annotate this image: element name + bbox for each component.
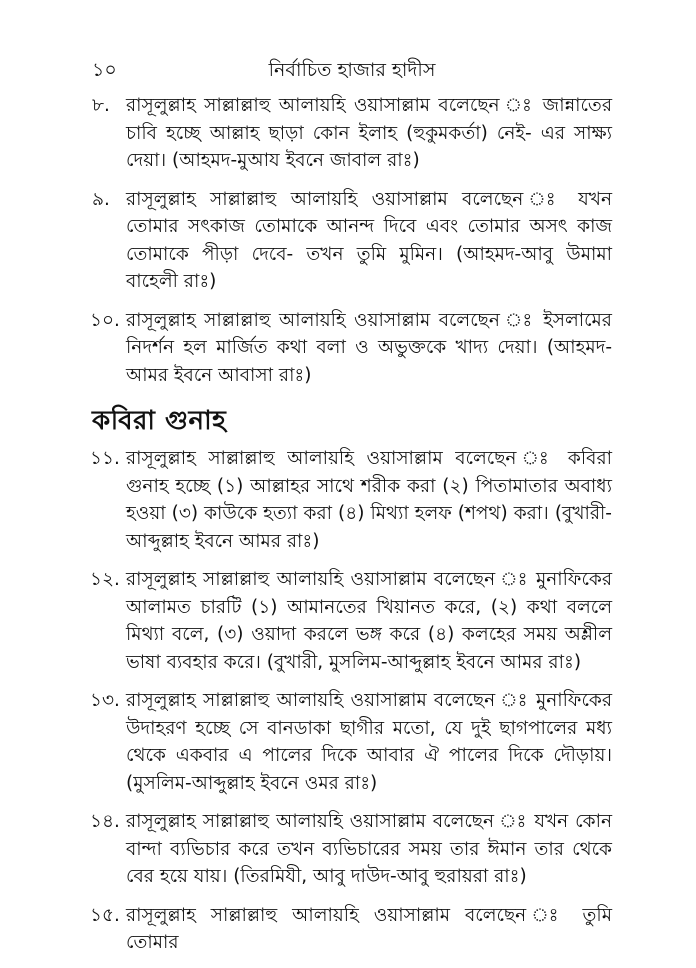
hadith-number: ১৪.	[90, 811, 120, 832]
hadith-text: রাসূলুল্লাহ সাল্লাল্লাহু আলায়হি ওয়াসাল্লাম বলেছেন ঃ যখন তোমার সৎকাজ তোমাকে আনন্দ দিবে এবং তোমার অসৎ কাজ তোমাকে পীড়া দেবে- তখন তুমি মুমিন।	[126, 188, 612, 265]
running-title: নির্বাচিত হাজার হাদীস	[268, 59, 436, 81]
hadith-reference: (আহমদ-আবু উমামা বাহেলী রাঃ)	[126, 243, 612, 292]
hadith-reference: (বুখারী, মুসলিম-আব্দুল্লাহ ইবনে আমর রাঃ)	[266, 651, 582, 673]
hadith-text: রাসূলুল্লাহ সাল্লাল্লাহু আলায়হি ওয়াসাল্লাম বলেছেন ঃ যখন কোন বান্দা ব্যভিচার করে তখন ব্যভিচারের সময় তার ঈমান তার থেকে বের হয়ে যায়।	[126, 811, 612, 887]
hadith-number: ১০.	[90, 309, 120, 331]
hadith-reference: (আহমদ-মুআয ইবনে জাবাল রাঃ)	[172, 150, 420, 171]
page-number: ১০	[92, 59, 117, 81]
hadith-reference: (তিরমিযী, আবু দাউদ-আবু হুরায়রা রাঃ)	[233, 866, 527, 887]
hadith-text: রাসূলুল্লাহ সাল্লাল্লাহু আলায়হি ওয়াসাল্লাম বলেছেন ঃ তুমি তোমার	[126, 904, 612, 953]
hadith-number: ১২.	[90, 569, 120, 590]
hadith-text: রাসূলুল্লাহ সাল্লাল্লাহু আলায়হি ওয়াসাল্লাম বলেছেন ঃ ইসলামের নিদর্শন হল মার্জিত কথা বলা ও অভুক্তকে খাদ্য দেয়া।	[126, 309, 612, 358]
hadith-reference: (আহমদ-আমর ইবনে আবাসা রাঃ)	[126, 337, 612, 386]
page-header	[92, 56, 612, 84]
page-body	[92, 92, 612, 968]
hadith-number: ৮.	[92, 95, 110, 116]
hadith-item	[92, 307, 612, 390]
section-heading: কবিরা গুনাহ	[92, 406, 227, 436]
hadith-item	[92, 566, 612, 676]
hadith-item	[92, 902, 612, 957]
hadith-item	[92, 808, 612, 891]
hadith-text: রাসূলুল্লাহ সাল্লাল্লাহু আলায়হি ওয়াসাল্লাম বলেছেন ঃ মুনাফিকের উদাহরণ হচ্ছে সে বানডাকা ছাগীর মতো, যে দুই ছাগপালের মধ্য থেকে একবার এ পালের দিকে আবার ঐ পালের দিকে দৌড়ায়।	[126, 690, 612, 766]
hadith-number: ১১.	[90, 448, 120, 469]
hadith-reference: (মুসলিম-আব্দুল্লাহ ইবনে ওমর রাঃ)	[126, 772, 378, 794]
hadith-text: রাসূলুল্লাহ সাল্লাল্লাহু আলায়হি ওয়াসাল্লাম বলেছেন ঃ মুনাফিকের আলামত চারটি (১) আমানতের খিয়ানত করে, (২) কথা বললে মিথ্যা বলে, (৩) ওয়াদা করলে ভঙ্গ করে (৪) কলহের সময় অশ্লীল ভাষা ব্যবহার করে।	[126, 569, 612, 673]
hadith-item	[92, 687, 612, 797]
hadith-number: ৯.	[92, 188, 110, 210]
hadith-number: ১৫.	[90, 904, 120, 926]
hadith-number: ১৩.	[90, 690, 120, 711]
hadith-text: রাসূলুল্লাহ সাল্লাল্লাহু আলায়হি ওয়াসাল্লাম বলেছেন ঃ জান্নাতের চাবি হচ্ছে আল্লাহ ছাড়া কোন ইলাহ (হুকুমকর্তা) নেই- এর সাক্ষ্য দেয়া।	[126, 95, 612, 171]
hadith-reference: (বুখারী-আব্দুল্লাহ ইবনে আমর রাঃ)	[126, 503, 612, 552]
hadith-item	[92, 186, 612, 296]
hadith-text: রাসূলুল্লাহ সাল্লাল্লাহু আলায়হি ওয়াসাল্লাম বলেছেন ঃ কবিরা গুনাহ হচ্ছে (১) আল্লাহর সাথে শরীক করা (২) পিতামাতার অবাধ্য হওয়া (৩) কাউকে হত্যা করা (৪) মিথ্যা হলফ (শপথ) করা।	[126, 448, 612, 524]
hadith-item	[92, 445, 612, 555]
hadith-item	[92, 92, 612, 175]
